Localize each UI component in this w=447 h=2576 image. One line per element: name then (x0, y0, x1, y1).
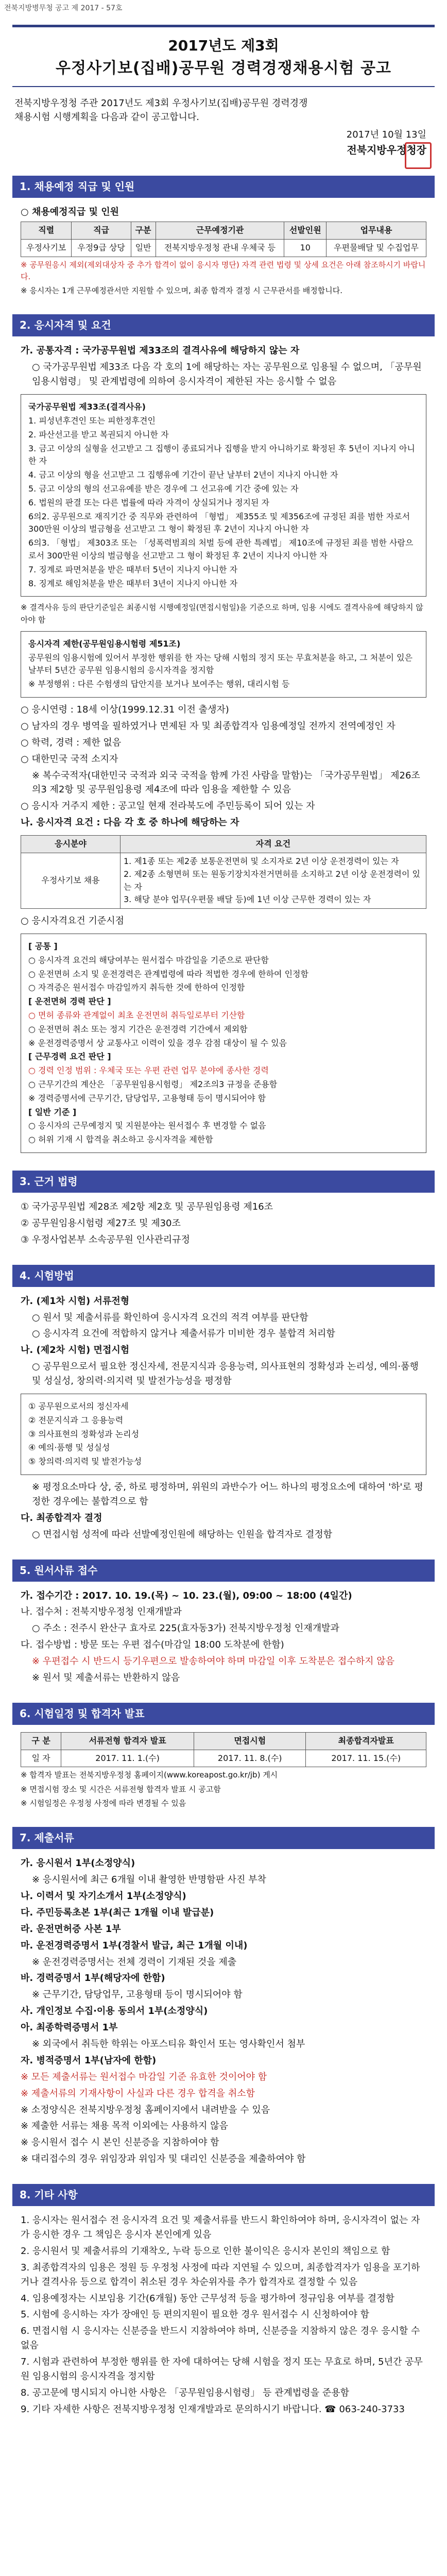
misc-item: 6. 면접시험 시 응시자는 신분증을 반드시 지참하여야 하며, 신분증을 지참하지 않은 경우 응시할 수 없음 (21, 2326, 420, 2351)
s7-item: 다. 주민등록초본 1부(최근 1개월 이내 발급분) (21, 1907, 214, 1918)
table-cell: 우정사기보 (21, 239, 72, 257)
box-line: ○ 운전면허 소지 및 운전경력은 관계법령에 따라 적법한 경우에 한하여 인정함 (28, 969, 308, 979)
misc-item: 9. 기타 자세한 사항은 전북지방우정청 인재개발과로 문의하시기 바랍니다. ☎ 063-240-3733 (21, 2403, 405, 2415)
s8-content (21, 2213, 426, 2417)
title-box (12, 25, 435, 87)
box-line: 4. 금고 이상의 형을 선고받고 그 집행유예 기간이 끝난 날부터 2년이 지나지 아니한 자 (28, 470, 338, 480)
table-cell (121, 853, 426, 908)
s4-p1: 가. (제1차 시험) 서류전형 (21, 1295, 130, 1307)
s6-note: ※ 면접시험 장소 및 시간은 서류전형 합격자 발표 시 공고함 (21, 1784, 221, 1794)
s2-p3: ※ 결격사유 등의 판단기준일은 최종시험 시행예정일(면접시험일)을 기준으로 하며, 임용 시에도 결격사유에 해당하지 않아야 함 (21, 603, 423, 624)
s2-p9: ○ 응시자 거주지 제한 : 공고일 현재 전라북도에 주민등록이 되어 있는 자 (21, 801, 315, 812)
s2-p7: ○ 대한민국 국적 소지자 (21, 753, 118, 765)
schedule-table (21, 1732, 426, 1768)
gazette-number: 전북지방병무청 공고 제 2017 - 57호 (4, 4, 123, 12)
s7-item: 마. 운전경력증명서 1부(경찰서 발급, 최근 1개월 이내) (21, 1940, 248, 1951)
table-row (21, 853, 426, 908)
s5-p5: ※ 우편접수 시 반드시 등기우편으로 발송하여야 하며 마감일 이후 도착분은 접수하지 않음 (32, 1656, 394, 1667)
misc-item: 1. 응시자는 원서접수 전 응시자격 요건 및 제출서류를 반드시 확인하여야 하며, 응시자격이 없는 자가 응시한 경우 그 책임은 응시자 본인에게 있음 (21, 2215, 420, 2241)
s4-p2: ○ 원서 및 제출서류를 확인하여 응시자격 요건의 적격 여부를 판단함 (32, 1312, 308, 1323)
table-cell: 일 자 (21, 1750, 61, 1767)
s5-p3: ○ 주소 : 전주시 완산구 효자로 225(효자동3가) 전북지방우정청 인재개발과 (32, 1623, 339, 1634)
table-header: 직렬 (21, 222, 72, 240)
law-item: ③ 우정사업본부 소속공무원 인사관리규정 (21, 1234, 190, 1245)
s4-p8: ○ 면접시험 성적에 따라 선발예정인원에 해당하는 인원을 합격자로 결정함 (32, 1529, 333, 1540)
s7-note: ※ 제출서류의 기재사항이 사실과 다른 경우 합격을 취소함 (21, 2088, 255, 2099)
positions-table (21, 222, 426, 257)
table-cell: 우정9급 상당 (72, 239, 131, 257)
box-line: ※ 부정행위 : 다른 수험생의 답안지를 보거나 보여주는 행위, 대리시험 등 (28, 679, 290, 689)
box-line: 6의3. 「형법」 제303조 또는 「성폭력범죄의 처벌 등에 관한 특례법」 제10조에 규정된 죄를 범한 사람으로서 300만원 이상의 벌금형을 선고받고 그 형이 확정된 후 2년이 지나지 아니한 자 (28, 538, 414, 561)
misc-item: 5. 시험에 응시하는 자가 장애인 등 편의지원이 필요한 경우 원서접수 시 신청하여야 함 (21, 2309, 370, 2320)
s2-content (21, 344, 426, 389)
s4-p6: ※ 평정요소마다 상, 중, 하로 평정하며, 위원의 과반수가 어느 하나의 평정요소에 대하여 '하'로 평정한 경우에는 불합격으로 함 (32, 1481, 423, 1507)
misc-item: 4. 임용예정자는 시보임용 기간(6개월) 동안 근무성적 등을 평가하여 정규임용 여부를 결정함 (21, 2293, 394, 2304)
criteria-box (21, 934, 426, 1153)
s4-p4: 나. (제2차 시험) 면접시험 (21, 1345, 130, 1356)
table-cell: 전북지방우정청 관내 우체국 등 (156, 239, 284, 257)
box-line: 국가공무원법 제33조(결격사유) (28, 402, 146, 412)
table-header: 업무내용 (326, 222, 426, 240)
table-header: 선발인원 (284, 222, 326, 240)
s2-p11: ○ 응시자격요건 기준시점 (21, 916, 125, 927)
table-cell: 우정사기보 채용 (21, 853, 121, 908)
title-line1: 2017년도 제3회 (168, 37, 279, 54)
section-header-3: 3. 근거 법령 (12, 1171, 435, 1193)
table-cell: 10 (284, 239, 326, 257)
misc-item: 2. 응시원서 및 제출서류의 기재착오, 누락 등으로 인한 불이익은 응시자 본인의 책임으로 함 (21, 2245, 390, 2257)
table-header: 구 분 (21, 1732, 61, 1750)
s4-result (21, 1480, 426, 1542)
requirement-item: 1. 제1종 또는 제2종 보통운전면허 및 소지자로 2년 이상 운전경력이 있는 자 (124, 856, 399, 866)
table-header: 근무예정기관 (156, 222, 284, 240)
s5-p2: 나. 접수처 : 전북지방우정청 인재개발과 (21, 1606, 182, 1618)
s2-p2: ○ 국가공무원법 제33조 다음 각 호의 1에 해당하는 자는 공무원으로 임용될 수 없으며, 「공무원임용시험령」 및 관계법령에 의하여 응시자격이 제한된 자는 응시할 수 없음 (32, 362, 422, 387)
table-header: 응시분야 (21, 836, 121, 853)
table-cell: 2017. 11. 1.(수) (61, 1750, 194, 1767)
table-header: 서류전형 합격자 발표 (61, 1732, 194, 1750)
section-header-6: 6. 시험일정 및 합격자 발표 (12, 1703, 435, 1725)
restriction-box (21, 631, 426, 698)
box-line: 1. 피성년후견인 또는 피한정후견인 (28, 415, 156, 426)
table-cell: 2017. 11. 8.(수) (194, 1750, 306, 1767)
agency-name: 전북지방우정청장 (347, 144, 426, 157)
box-line: ④ 예의·품행 및 성실성 (28, 1443, 110, 1453)
table-header: 최종합격자발표 (306, 1732, 426, 1750)
s7-note: ※ 근무기간, 담당업무, 고용형태 등이 명시되어야 함 (32, 1989, 243, 2001)
s7-note: ※ 모든 제출서류는 원서접수 마감일 기준 유효한 것이어야 함 (21, 2071, 267, 2082)
misc-item: 8. 공고문에 명시되지 아니한 사항은 「공무원임용시험령」 등 관계법령을 준용함 (21, 2387, 349, 2398)
s4-p3: ○ 응시자격 요건에 적합하지 않거나 제출서류가 미비한 경우 불합격 처리함 (32, 1328, 335, 1340)
s6-note: ※ 시험일정은 우정청 사정에 따라 변경될 수 있음 (21, 1798, 186, 1808)
s7-note: ※ 응시원서 접수 시 본인 신분증을 지참하여야 함 (21, 2137, 219, 2148)
law-item: ① 국가공무원법 제28조 제2항 제2호 및 공무원임용령 제16조 (21, 1201, 273, 1212)
s7-note: ※ 운전경력증명서는 전체 경력이 기재된 것을 제출 (32, 1956, 237, 1968)
table-cell: 일반 (131, 239, 156, 257)
s4-p7: 다. 최종합격자 결정 (21, 1512, 102, 1523)
s2-p6: ○ 학력, 경력 : 제한 없음 (21, 737, 122, 748)
s5-p6: ※ 원서 및 제출서류는 반환하지 않음 (32, 1672, 180, 1683)
s2-p8: ※ 복수국적자(대한민국 국적과 외국 국적을 함께 가진 사람을 말함)는 「국가공무원법」 제26조의3 제2항 및 공무원임용령 제4조에 따라 임용을 제한할 수 있음 (32, 770, 420, 795)
s7-item: 가. 응시원서 1부(소정양식) (21, 1858, 135, 1869)
s5-p1: 가. 접수기간 : 2017. 10. 19.(목) ~ 10. 23.(월), 09:00 ~ 18:00 (4일간) (21, 1590, 352, 1601)
table-header: 면접시험 (194, 1732, 306, 1750)
s4-p5: ○ 공무원으로서 필요한 정신자세, 전문지식과 응용능력, 의사표현의 정확성과 논리성, 예의·품행 및 성실성, 창의력·의지력 및 발전가능성을 평정함 (32, 1361, 419, 1387)
table-header: 구분 (131, 222, 156, 240)
s7-note: ※ 대리접수의 경우 위임장과 위임자 및 대리인 신분증을 제출하여야 함 (21, 2154, 306, 2165)
section-header-5: 5. 원서사류 접수 (12, 1560, 435, 1582)
s2-requirements (21, 703, 426, 830)
requirement-item: 3. 해당 분야 업무(우편물 배달 등)에 1년 이상 근무한 경력이 있는 자 (124, 894, 371, 905)
box-line: 응시자격 제한(공무원임용시험령 제51조) (28, 638, 181, 649)
table-row (21, 1750, 426, 1767)
disqualification-box (21, 394, 426, 597)
intro-line: 전북지방우정청 주관 2017년도 제3회 우정사기보(집배)공무원 경력경쟁 (14, 97, 308, 109)
s2-p5: ○ 남자의 경우 병역을 필하였거나 면제된 자 및 최종합격자 임용예정일 전까지 전역예정인 자 (21, 720, 396, 732)
s1-note: ※ 응시자는 1개 근무예정관서만 지원할 수 있으며, 최종 합격자 결정 시 근무관서를 배정합니다. (21, 286, 342, 296)
section-header-1: 1. 채용예정 직급 및 인원 (12, 176, 435, 198)
intro-line: 채용시험 시행계획을 다음과 같이 공고합니다. (14, 112, 199, 123)
box-line: ○ 허위 기재 시 합격을 취소하고 응시자격을 제한함 (28, 1134, 213, 1145)
box-line: ② 전문지식과 그 응용능력 (28, 1415, 124, 1425)
s7-note: ※ 제출한 서류는 채용 목적 이외에는 사용하지 않음 (21, 2121, 228, 2132)
s7-note: ※ 외국에서 취득한 학위는 아포스티유 확인서 또는 영사확인서 첨부 (32, 2039, 305, 2049)
s7-item: 사. 개인정보 수집·이용 동의서 1부(소정양식) (21, 2006, 208, 2017)
interview-criteria-box (21, 1394, 426, 1475)
box-line: ○ 자격증은 원서접수 마감일까지 취득한 것에 한하여 인정함 (28, 982, 245, 993)
section-header-2: 2. 응시자격 및 요건 (12, 314, 435, 336)
s7-item: 라. 운전면허증 사본 1부 (21, 1923, 121, 1935)
box-line: 6. 법원의 판결 또는 다른 법률에 따라 자격이 상실되거나 정지된 자 (28, 497, 269, 507)
section-header-8: 8. 기타 사항 (12, 2184, 435, 2206)
requirement-item: 2. 제2종 소형면허 또는 원동기장치자전거면허를 소지하고 2년 이상 운전경력이 있는 자 (124, 869, 420, 892)
table-header: 자격 요건 (121, 836, 426, 853)
box-line: ○ 운전면허 취소 또는 정지 기간은 운전경력 기간에서 제외함 (28, 1024, 248, 1034)
intro (14, 96, 433, 125)
s4-content (21, 1294, 426, 1388)
box-line: ⑤ 창의력·의지력 및 발전가능성 (28, 1456, 142, 1467)
misc-item: 3. 최종합격자의 임용은 정원 등 우정청 사정에 따라 지연될 수 있으며, 최종합격자가 임용을 포기하거나 결격사유 등으로 합격이 취소된 경우 차순위자를 추가 합격자로 결정할 수 있음 (21, 2262, 420, 2287)
requirements-table (21, 835, 426, 909)
box-line: 2. 파산선고를 받고 복권되지 아니한 자 (28, 429, 169, 439)
s6-note: ※ 합격자 발표는 전북지방우정청 홈페이지(www.koreapost.go.kr/jb) 게시 (21, 1770, 278, 1780)
notice-date: 2017년 10월 13일 (346, 129, 426, 141)
official-seal (405, 142, 432, 169)
section-header-7: 7. 제출서류 (12, 1827, 435, 1849)
box-line: ※ 경력증명서에 근무기간, 담당업무, 고용형태 등이 명시되어야 함 (28, 1093, 266, 1103)
box-line: ○ 응시자격 요건의 해당여부는 원서접수 마감일을 기준으로 판단함 (28, 955, 269, 965)
box-line: ○ 경력 인정 범위 : 우체국 또는 우편 관련 업무 분야에 종사한 경력 (28, 1065, 269, 1076)
table-header: 직급 (72, 222, 131, 240)
s2-p1: 가. 공통자격 : 국가공무원법 제33조의 결격사유에 해당하지 않는 자 (21, 345, 300, 357)
s7-item: 바. 경력증명서 1부(해당자에 한함) (21, 1973, 165, 1984)
box-line: ○ 응시자의 근무예정지 및 지원분야는 원서접수 후 변경할 수 없음 (28, 1121, 266, 1131)
box-line: [ 일반 기준 ] (28, 1107, 77, 1117)
table-cell: 우편물배달 및 수집업무 (326, 239, 426, 257)
s1-note: ※ 공무원응시 제외(제외대상자 중 추가 합격이 없이 응시자 명단) 자격 관련 법령 및 상세 요건은 아래 참조하시기 바랍니다. (21, 260, 426, 281)
s2-p10: 나. 응시자격 요건 : 다음 각 호 중 하나에 해당하는 자 (21, 817, 239, 828)
box-line: ○ 면허 종류와 관계없이 최초 운전면허 취득일로부터 기산함 (28, 1010, 245, 1020)
box-line: 5. 금고 이상의 형의 선고유예를 받은 경우에 그 선고유예 기간 중에 있는 자 (28, 483, 299, 494)
s2-p4: ○ 응시연령 : 18세 이상(1999.12.31 이전 출생자) (21, 704, 229, 715)
box-line: [ 운전면허 경력 판단 ] (28, 996, 111, 1007)
s5-content (21, 1589, 426, 1685)
table-cell: 2017. 11. 15.(수) (306, 1750, 426, 1767)
s1-caption: ○ 채용예정직급 및 인원 (21, 207, 119, 218)
box-line: ① 공무원으로서의 정신자세 (28, 1401, 129, 1411)
table-row (21, 239, 426, 257)
box-line: [ 공통 ] (28, 941, 58, 951)
s7-item: 나. 이력서 및 자기소개서 1부(소정양식) (21, 1890, 186, 1902)
s2-basis (21, 914, 426, 928)
s3-content (21, 1200, 426, 1247)
s7-item: 자. 병적증명서 1부(남자에 한함) (21, 2055, 157, 2066)
s7-content (21, 1856, 426, 2166)
section-header-4: 4. 시험방법 (12, 1265, 435, 1287)
box-line: ③ 의사표현의 정확성과 논리성 (28, 1429, 140, 1439)
s5-p4: 다. 접수방법 : 방문 또는 우편 접수(마감일 18:00 도착분에 한함) (21, 1639, 284, 1651)
s7-item: 아. 최종학력증명서 1부 (21, 2022, 118, 2033)
box-line: ○ 근무기간의 계산은 「공무원임용시험령」 제2조의3 규정을 준용함 (28, 1079, 278, 1089)
s7-note: ※ 소정양식은 전북지방우정청 홈페이지에서 내려받을 수 있음 (21, 2104, 270, 2115)
box-line: [ 근무경력 요건 판단 ] (28, 1052, 111, 1062)
box-line: 8. 징계로 해임처분을 받은 때부터 3년이 지나지 아니한 자 (28, 578, 238, 588)
box-line: ※ 운전경력증명서 상 교통사고 이력이 있을 경우 감점 대상이 될 수 있음 (28, 1038, 287, 1048)
box-line: 7. 징계로 파면처분을 받은 때부터 5년이 지나지 아니한 자 (28, 564, 238, 574)
box-line: 3. 금고 이상의 실형을 선고받고 그 집행이 종료되거나 집행을 받지 아니하기로 확정된 후 5년이 지나지 아니한 자 (28, 443, 415, 466)
page-title: 우정사기보(집배)공무원 경력경쟁채용시험 공고 (56, 59, 391, 78)
box-line: 공무원의 임용시험에 있어서 부정한 행위를 한 자는 당해 시험의 정지 또는 무효처분을 하고, 그 처분이 있은 날부터 5년간 공무원 임용시험의 응시자격을 정지함 (28, 652, 412, 675)
box-line: 6의2. 공무원으로 재직기간 중 직무와 관련하여 「형법」 제355조 및 제356조에 규정된 죄를 범한 자로서 300만원 이상의 벌금형을 선고받고 그 형이 확정된 후 2년이 지나지 아니한 자 (28, 511, 410, 534)
law-item: ② 공무원임용시험령 제27조 및 제30조 (21, 1217, 181, 1229)
misc-item: 7. 시험과 관련하여 부정한 행위를 한 자에 대하여는 당해 시험을 정지 또는 무효로 하며, 5년간 공무원 임용시험의 응시자격을 정지함 (21, 2357, 423, 2382)
s7-note: ※ 응시원서에 최근 6개월 이내 촬영한 반명함판 사진 부착 (32, 1874, 266, 1886)
